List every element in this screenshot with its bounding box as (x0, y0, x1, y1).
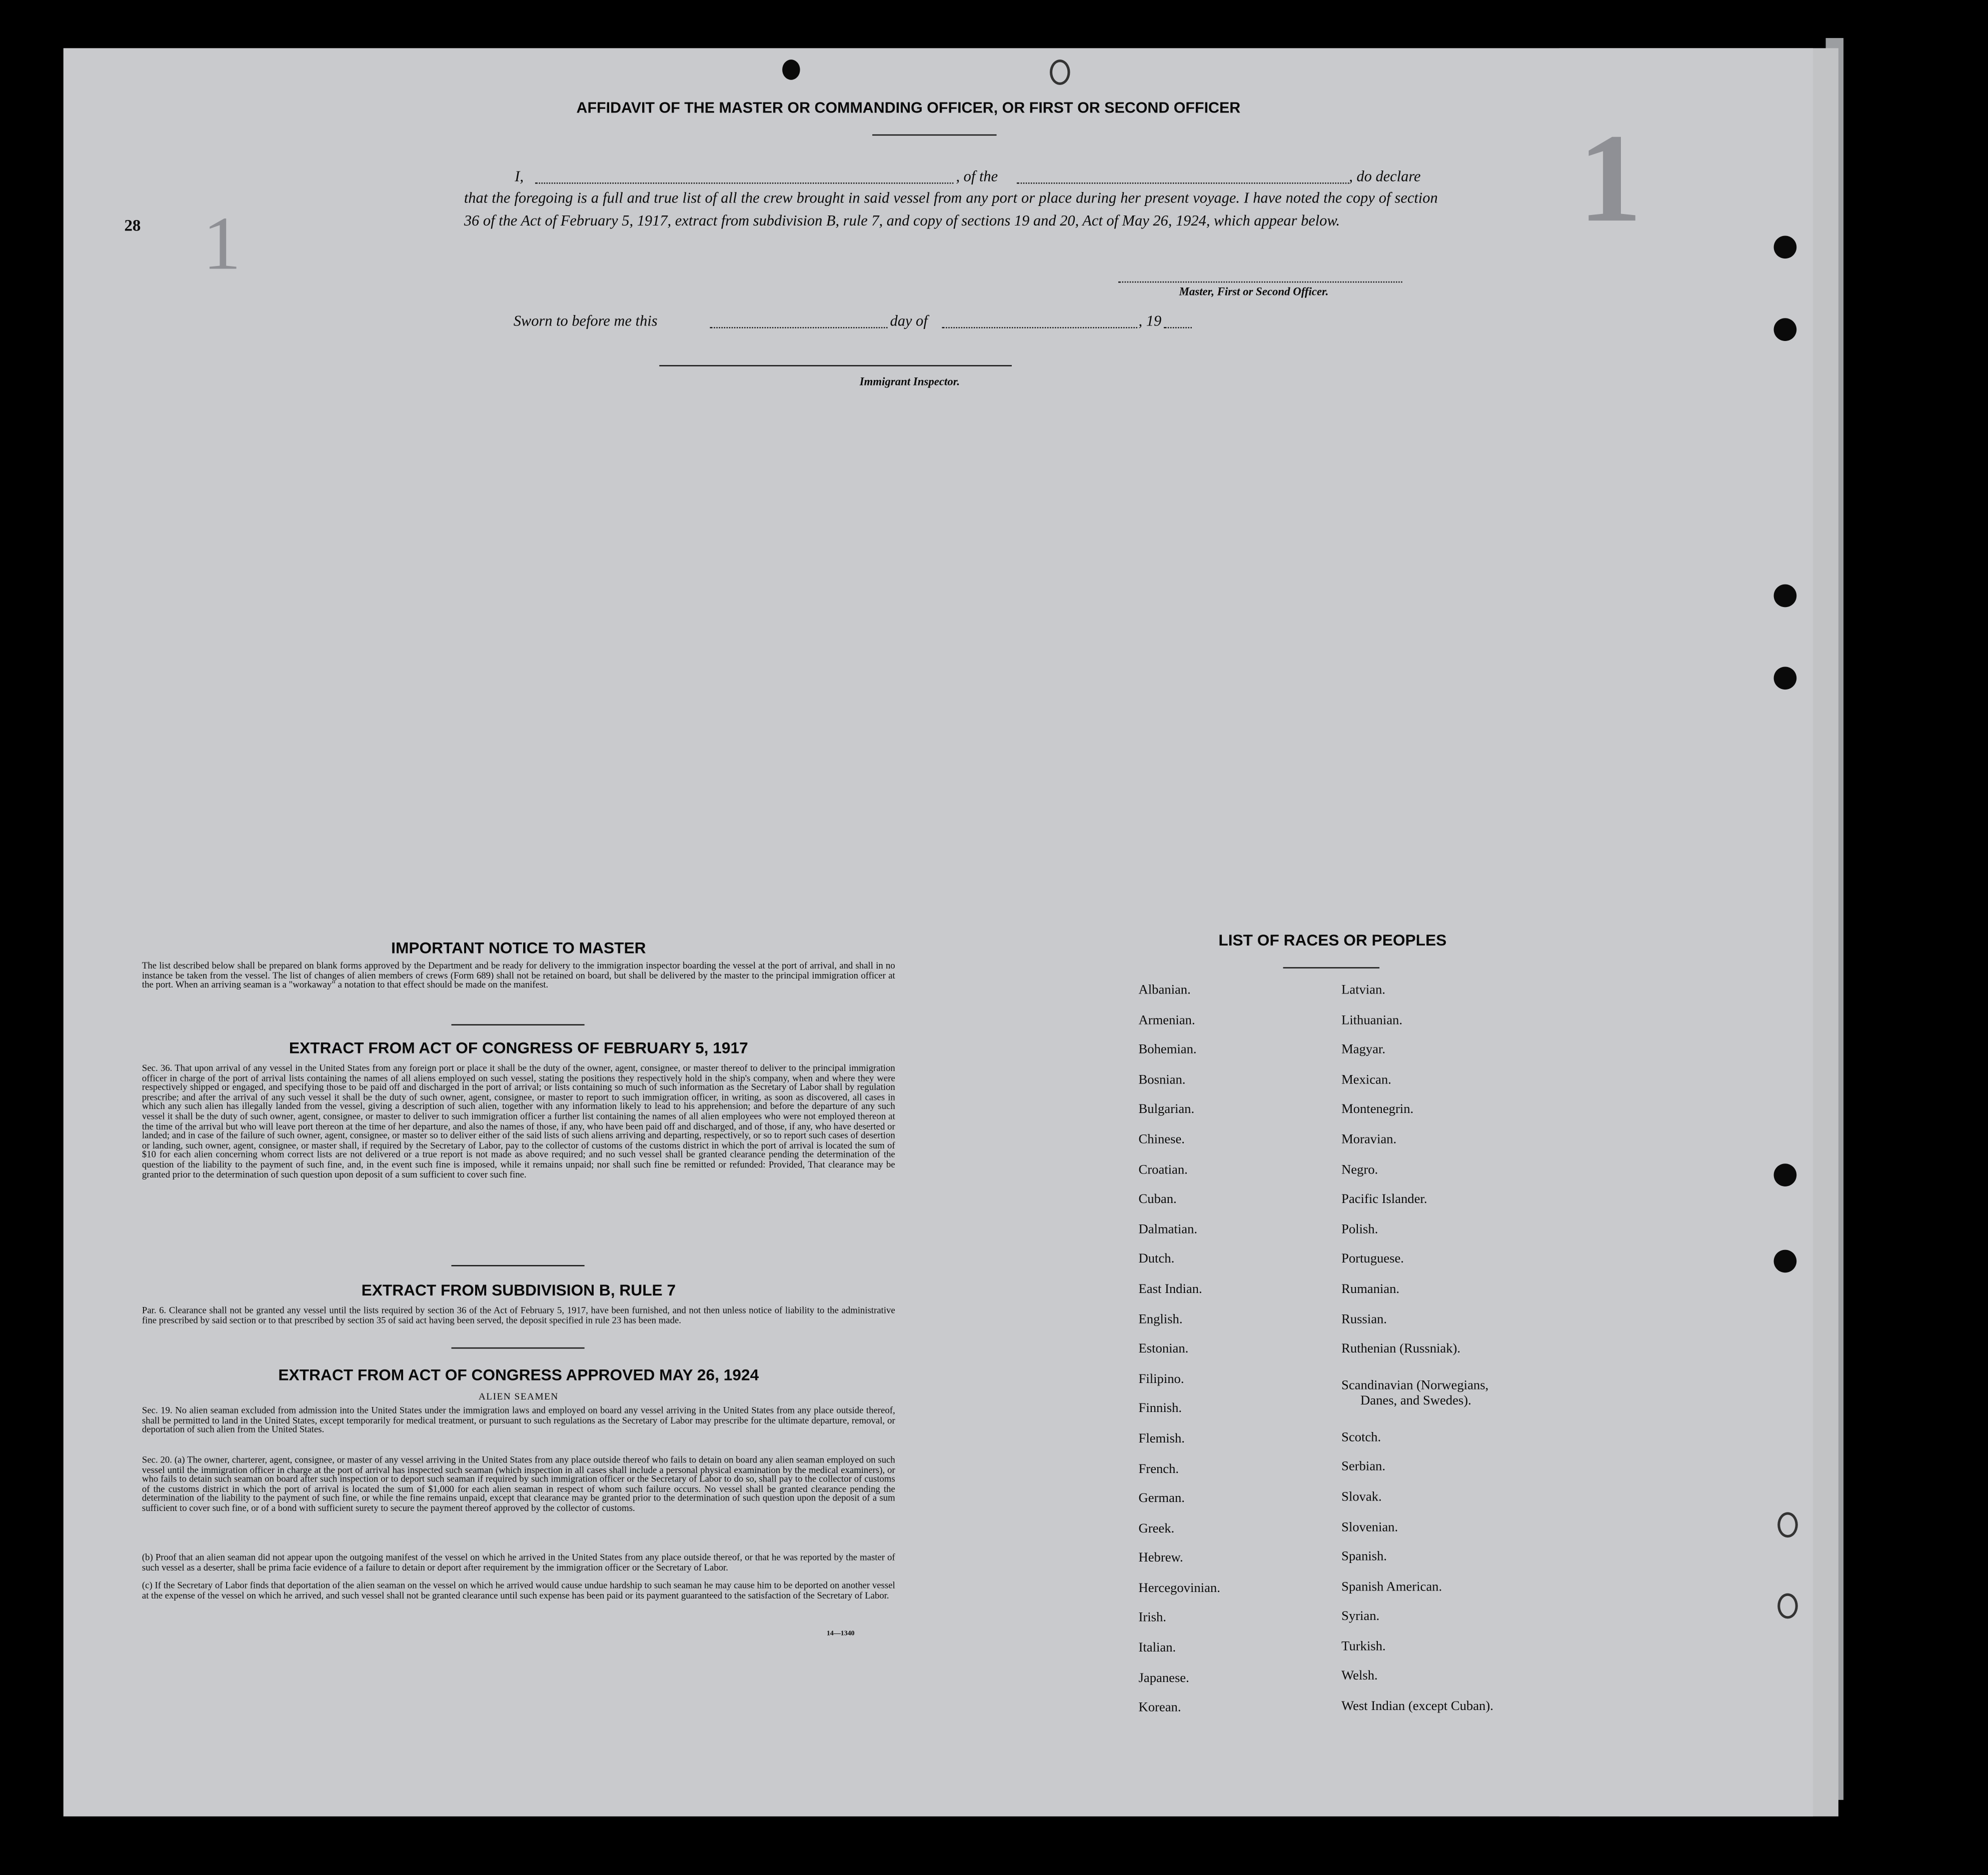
vessel-blank[interactable] (1017, 182, 1349, 184)
punch-hole-open (1777, 1594, 1798, 1619)
name-blank[interactable] (535, 182, 954, 184)
race-item: Danes, and Swedes). (1360, 1394, 1471, 1408)
notice-title: IMPORTANT NOTICE TO MASTER (391, 939, 646, 958)
race-item: Italian. (1138, 1642, 1176, 1656)
race-item: Irish. (1138, 1612, 1166, 1626)
race-item: Korean. (1138, 1701, 1181, 1716)
race-item: East Indian. (1138, 1282, 1202, 1297)
race-item: Russian. (1341, 1312, 1387, 1327)
sworn-date-blank[interactable] (710, 327, 888, 328)
inspector-signature-line[interactable] (659, 365, 1012, 366)
affidavit-body: that the foregoing is a full and true list of all the crew brought in said vessel from any port or place during her present voyage. I have noted the copy of section 36 of the Act of February 5, 1917, extract from subdivision B, rule 7, and copy of sections 19 and 20, Act of May 26, 1924, which appear below. (464, 188, 1438, 229)
section-20b-text: (b) Proof that an alien seaman did not appear upon the outgoing manifest of the vessel on which he arrived in the United States from any place outside thereof, or that he was reported by the master of such vessel as a deserter, shall be prima facie evidence of a failure to detain or deport after requirement by the immigration officer or the Secretary of Labor. (142, 1551, 895, 1573)
race-item: Finnish. (1138, 1402, 1182, 1416)
race-item: Estonian. (1138, 1342, 1189, 1356)
notice-text: The list described below shall be prepared on blank forms approved by the Department and be ready for delivery to the immigration inspector boarding the vessel at the port of arrival, and shall in no instance be taken from the vessel. The list of changes of alien members of crews (Form 689) shall not be retained on board, but shall be delivered by the master to the principal immigration officer at the port. When an arriving seaman is a "workaway" a notation to that effect should be made on the manifest. (142, 960, 895, 990)
race-item: Bosnian. (1138, 1073, 1186, 1088)
bleed-through-mark: 1 (1578, 108, 1642, 248)
race-item: Filipino. (1138, 1372, 1184, 1386)
race-item: Welsh. (1341, 1670, 1378, 1684)
notice-rule (451, 1024, 584, 1026)
affidavit-do-declare: , do declare (1349, 167, 1421, 186)
race-item: Bulgarian. (1138, 1103, 1195, 1118)
race-item: Chinese. (1138, 1133, 1185, 1148)
race-item: Hebrew. (1138, 1552, 1183, 1566)
race-item: Turkish. (1341, 1640, 1386, 1654)
margin-number: 28 (124, 215, 141, 234)
section-19-text: Sec. 19. No alien seaman excluded from admission into the United States under the immigration laws and employed on board any vessel arriving in the United States from any place outside thereof, shall be permitted to land in the United States, except temporarily for medical treatment, or pursuant to such regulations as the Secretary of Labor may prescribe for the ultimate departure, removal, or deportation of such alien from the United States. (142, 1404, 895, 1436)
subdivision-rule (451, 1348, 584, 1349)
affidavit-i: I, (515, 167, 524, 186)
sworn-year-blank[interactable] (1164, 327, 1192, 328)
extract-1917-title: EXTRACT FROM ACT OF CONGRESS OF FEBRUARY 5, 1917 (289, 1039, 748, 1058)
race-item: French. (1138, 1462, 1179, 1476)
race-item: Negro. (1341, 1163, 1378, 1177)
races-title: LIST OF RACES OR PEOPLES (1218, 932, 1447, 950)
race-item: Polish. (1341, 1222, 1378, 1237)
punch-hole (782, 60, 800, 80)
extract-1917-text: Sec. 36. That upon arrival of any vessel in the United States from any foreign port or place it shall be the duty of the owner, agent, consignee, or master thereof to deliver to the principal immigration officer in charge of the port of arrival lists containing the names of all aliens employed on such vessel, stating the positions they respectively hold in the ship's company, when and where they were respectively shipped or engaged, and specifying those to be paid off and discharged in the port of arrival; or lists containing so much of such information as the Secretary of Labor shall by regulation prescribe; and after the arrival of any such vessel it shall be the duty of such owner, agent, consignee, or master to report to such immigration officer, in writing, as soon as discovered, all cases in which any such alien has illegally landed from the vessel, giving a description of such alien, together with any information likely to lead to his apprehension; and before the departure of any such vessel it shall be the duty of such owner, agent, consignee, or master to deliver to such immigration officer a further list containing the names of all alien employees who were not employed thereon at the time of the arrival but who will leave port thereon at the time of her departure, and also the names of those, if any, who have been paid off and discharged, and of those, if any, who have deserted or landed; and in case of the failure of such owner, agent, consignee, or master so to deliver either of the said lists of such aliens arriving and departing, respectively, or so to report such cases of desertion or landing, such owner, agent, consignee, or master shall, if required by the Secretary of Labor, pay to the collector of customs of the customs district in which the port of arrival is located the sum of $10 for each alien concerning whom correct lists are not delivered or a true report is not made as above required; and no such vessel shall be granted clearance pending the determination of the question of the liability to the payment of such fine, and, in the event such fine is imposed, while it remains unpaid; nor shall such fine be remitted or refunded: Provided, That clearance may be granted prior to the determination of such question upon deposit of a sum sufficient to cover such fine. (142, 1062, 895, 1180)
race-item: Lithuanian. (1341, 1014, 1403, 1028)
extract-1924-title: EXTRACT FROM ACT OF CONGRESS APPROVED MAY 26, 1924 (278, 1366, 759, 1384)
races-left-column (1139, 984, 1220, 1731)
race-item: Dutch. (1138, 1252, 1175, 1267)
race-item: West Indian (except Cuban). (1341, 1700, 1494, 1714)
race-item: German. (1138, 1492, 1185, 1506)
affidavit-title: AFFIDAVIT OF THE MASTER OR COMMANDING OFFICER, OR FIRST OR SECOND OFFICER (576, 98, 1241, 117)
race-item: Armenian. (1138, 1014, 1195, 1028)
bleed-through-mark-left: 1 (203, 202, 241, 286)
race-item: Cuban. (1138, 1192, 1177, 1207)
race-item: Bohemian. (1138, 1043, 1197, 1058)
form-page (64, 48, 1813, 1816)
title-rule (872, 134, 996, 136)
race-item: Syrian. (1341, 1610, 1380, 1624)
race-item: Ruthenian (Russniak). (1341, 1342, 1461, 1356)
races-right-column (1341, 984, 1493, 1730)
sworn-label: Sworn to before me this (513, 312, 658, 330)
master-signature-caption: Master, First or Second Officer. (1179, 285, 1329, 298)
race-item: Spanish. (1341, 1550, 1387, 1564)
race-item: Serbian. (1341, 1460, 1386, 1475)
race-item: Flemish. (1138, 1432, 1185, 1446)
race-item: Portuguese. (1341, 1252, 1404, 1267)
race-item: Rumanian. (1341, 1282, 1400, 1297)
race-item: Scotch. (1341, 1430, 1381, 1445)
race-item: English. (1138, 1312, 1183, 1327)
affidavit-of-the: , of the (956, 167, 998, 186)
punch-hole-open (1777, 1512, 1798, 1538)
race-item: Latvian. (1341, 984, 1386, 998)
sworn-day-of: day of (890, 312, 928, 330)
race-item: Moravian. (1341, 1133, 1397, 1148)
punch-hole (1774, 1164, 1797, 1186)
race-item: Albanian. (1138, 984, 1191, 998)
race-item: Slovenian. (1341, 1520, 1398, 1534)
race-item: Pacific Islander. (1341, 1192, 1427, 1207)
race-item: Dalmatian. (1138, 1222, 1198, 1237)
punch-hole (1774, 666, 1797, 690)
subdivision-title: EXTRACT FROM SUBDIVISION B, RULE 7 (361, 1281, 676, 1300)
punch-hole (1774, 318, 1797, 341)
races-rule (1283, 967, 1380, 968)
race-item: Magyar. (1341, 1043, 1386, 1058)
section-20a-text: Sec. 20. (a) The owner, charterer, agent, consignee, or master of any vessel arriving in the United States from any place outside thereof who fails to detain on board any alien seaman employed on such vessel until the immigration officer in charge at the port of arrival has inspected such seaman (which inspection in all cases shall include a personal physical examination by the medical examiners), or who fails to detain such seaman on board after such inspection or to deport such seaman if required by such immigration officer or the Secretary of Labor to do so, shall pay to the collector of customs of the customs district in which the port of arrival is located the sum of $1,000 for each alien seaman in respect of whom such failure occurs. No vessel shall be granted clearance pending the determination of the liability to the payment of such fine, or while the fine remains unpaid, except that clearance may be granted prior to the determination of such question upon the deposit of a sum sufficient to cover such fine, or of a bond with sufficient surety to secure the payment thereof approved by the collector of customs. (142, 1454, 895, 1514)
sworn-month-blank[interactable] (942, 327, 1137, 328)
race-item: Greek. (1138, 1522, 1175, 1536)
punch-hole (1774, 1250, 1797, 1273)
extract-1917-rule (451, 1265, 584, 1266)
race-item: Hercegovinian. (1138, 1582, 1220, 1596)
subdivision-text: Par. 6. Clearance shall not be granted any vessel until the lists required by section 36 of the Act of February 5, 1917, have been furnished, and not then unless notice of liability to the administrative fine prescribed by said section or to that prescribed by section 35 of said act having been served, the deposit specified in rule 23 has been made. (142, 1304, 895, 1326)
race-item: Montenegrin. (1341, 1103, 1414, 1118)
race-item: Mexican. (1341, 1073, 1391, 1088)
punch-hole (1774, 236, 1797, 259)
form-number: 14—1340 (826, 1630, 855, 1638)
section-20c-text: (c) If the Secretary of Labor finds that deportation of the alien seaman on the vessel on which he arrived would cause undue hardship to such seaman he may cause him to be deported on another vessel at the expense of the vessel on which he arrived, and such vessel shall not be granted clearance until such expense has been paid or its payment guaranteed to the satisfaction of the Secretary of Labor. (142, 1579, 895, 1600)
race-item: Slovak. (1341, 1490, 1382, 1504)
punch-hole (1774, 584, 1797, 608)
inspector-caption: Immigrant Inspector. (859, 375, 960, 388)
race-item: Scandinavian (Norwegians, (1341, 1378, 1489, 1393)
master-signature-line[interactable] (1118, 282, 1402, 283)
race-item: Croatian. (1138, 1163, 1188, 1177)
alien-seamen-subtitle: ALIEN SEAMEN (478, 1390, 559, 1402)
sworn-year: , 19 (1138, 312, 1162, 330)
punch-hole-open (1050, 60, 1070, 85)
race-item: Spanish American. (1341, 1580, 1442, 1594)
race-item: Japanese. (1138, 1671, 1189, 1686)
